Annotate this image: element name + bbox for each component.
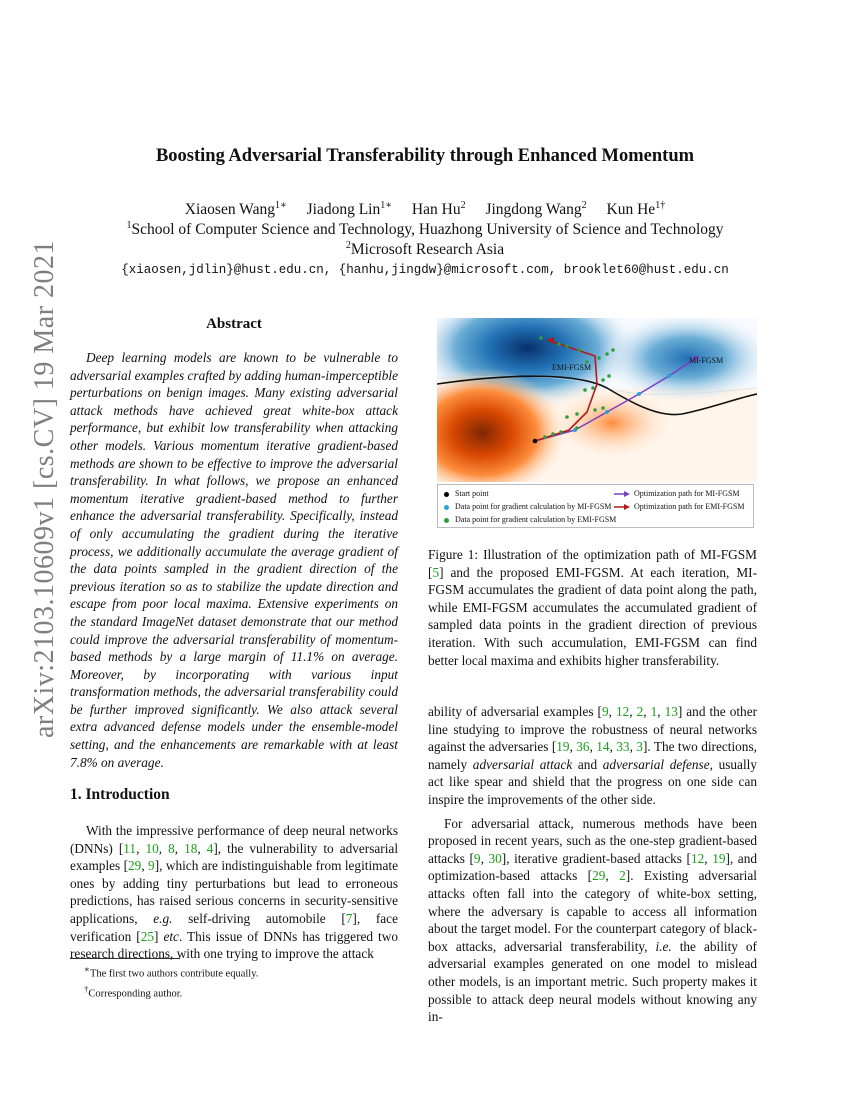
mi-data-point — [605, 410, 609, 414]
legend-mi-path: Optimization path for MI-FGSM — [614, 489, 740, 498]
citation-link[interactable]: 3 — [636, 739, 643, 755]
legend-mi-point: Data point for gradient calculation by MI-FGSM — [444, 502, 611, 511]
purple-arrow-icon — [614, 491, 630, 497]
citation-link[interactable]: 10 — [145, 840, 159, 856]
citation-link[interactable]: 8 — [168, 840, 175, 856]
footnote-rule — [70, 958, 180, 959]
citation-link[interactable]: 19 — [712, 850, 726, 866]
introduction-paragraph: With the impressive performance of deep neural networks (DNNs) [11, 10, 8, 18, 4], the vulnerability to adversarial examples [29, 9], which are indistinguishable from legitimate ones by adding tiny perturbations but lead to erroneous predictions, has raised serious concerns in security-sensitive applications, e.g. self-driving automobile [7], face verification [25] etc. This issue of DNNs has triggered two research directions, with one trying to improve the attack — [70, 823, 399, 962]
citation-link[interactable]: 11 — [123, 840, 137, 856]
mi-data-point — [667, 374, 671, 378]
citation-link[interactable]: 13 — [664, 704, 678, 719]
contour-map — [437, 318, 757, 498]
author: Xiaosen Wang$^{1∗}$ — [184, 200, 287, 219]
citation-link[interactable]: 33 — [616, 739, 630, 755]
citation-link[interactable]: 36 — [576, 739, 590, 755]
label-emi-fgsm: EMI-FGSM — [552, 363, 592, 372]
mi-data-point — [637, 392, 641, 396]
citation-link[interactable]: 18 — [184, 840, 198, 856]
abstract-heading: Abstract — [206, 316, 262, 332]
footnote-1: ∗The first two authors contribute equally. — [84, 964, 259, 980]
legend-start-point: Start point — [444, 489, 489, 498]
legend-emi-point: Data point for gradient calculation by EMI-FGSM — [444, 515, 616, 524]
citation-link[interactable]: 19 — [556, 739, 570, 755]
right-column-text: ability of adversarial examples [9, 12, 2, 1, 13] and the other line studying to improve the robustness of neural networks against the adversaries [19, 36, 14, 33, 3]. The two directions, namely adversarial attack and adversarial defense, usually act like spear and shield that the progress on one side can inspire the improvements of the other side. For adversarial attack, numerous methods have been proposed in recent years, such as the one-step gradient-based attacks [9, 30], iterative gradient-based attacks [12, 19], and optimization-based attacks [29, 2]. Existing adversarial attacks often fall into the category of white-box setting, where the adversary is capable to access all information about the target model. For the counterpart category of black-box attacks, adversarial transferability, i.e. the ability of adversarial examples generated on one model to mislead other models, is an important metric. Such property makes it possible to attack deep neural models without knowing any in- — [428, 704, 758, 1025]
abstract-body: Deep learning models are known to be vulnerable to adversarial examples crafted by adding human-imperceptible perturbations on benign images. Many existing adversarial attack methods have achieved great white-box attack performance, but exhibit low transferability when attacking other models. Various momentum iterative gradient-based methods are shown to be effective to improve the adversarial transferability. In what follows, we propose an enhanced momentum iterative gradient-based method to further enhance the adversarial transferability. Specifically, instead of only accumulating the gradient during the iterative process, we additionally accumulate the average gradient of the data points sampled in the gradient direction of the previous iteration so as to stabilize the update direction and escape from poor local maxima. Extensive experiments on the standard ImageNet dataset demonstrate that our method could improve the adversarial transferability of momentum-based methods by a large margin of 11.1% on average. Moreover, by incorporating with various input transformation methods, the adversarial transferability could be further improved significantly. We also attack several extra advanced defense models under the ensemble-model setting, and the enhancements are remarkable with at least 7.8% on average. — [70, 350, 398, 770]
start-point-icon — [444, 492, 449, 497]
start-point — [533, 439, 538, 444]
citation-link[interactable]: 29 — [592, 868, 606, 884]
citation-link[interactable]: 25 — [140, 928, 155, 944]
red-arrow-icon — [614, 504, 630, 510]
blue-dot-icon — [444, 505, 449, 510]
footnote-2: †Corresponding author. — [84, 983, 183, 999]
affiliation-1: $^1$School of Computer Science and Technology, Huazhong University of Science and Technology — [126, 220, 724, 239]
section-heading-introduction: 1. Introduction — [70, 786, 170, 803]
author: Han Hu$^2$ — [411, 200, 466, 219]
citation-link[interactable]: 7 — [345, 910, 353, 926]
citation-link[interactable]: 12 — [615, 704, 630, 719]
citation-link[interactable]: 12 — [690, 850, 705, 866]
author: Jiadong Lin$^{1∗}$ — [306, 200, 393, 219]
author: Kun $He^{1\dagger}$ — [606, 200, 666, 219]
citation-link[interactable]: 9 — [601, 704, 609, 719]
citation-link[interactable]: 14 — [596, 739, 610, 755]
citation-link[interactable]: 4 — [206, 840, 214, 856]
citation-link[interactable]: 1 — [650, 704, 658, 719]
figure-legend — [437, 484, 754, 528]
citation-link[interactable]: 2 — [619, 868, 626, 884]
citation-link[interactable]: 29 — [128, 858, 142, 874]
citation-link[interactable]: 9 — [473, 850, 481, 866]
citation-link[interactable]: 2 — [636, 704, 644, 719]
figure-1-caption: Figure 1: Illustration of the optimization path of MI-FGSM [5] and the proposed EMI-FGSM. At each iteration, MI-FGSM accumulates the gradient of data point along the path, while EMI-FGSM accumulates the accumulated gradient of sampled data points in the gradient direction of previous iteration. With such accumulation, EMI-FGSM can find better local maxima and exhibits higher transferability. — [428, 547, 757, 668]
footnotes — [70, 962, 400, 1001]
arxiv-sidebar-stamp: arXiv:2103.10609v1 [cs.CV] 19 Mar 2021 — [29, 239, 60, 738]
paper-title: Boosting Adversarial Transferability through Enhanced Momentum — [155, 146, 695, 166]
green-dot-icon — [444, 518, 449, 523]
author: Jingdong Wang$^2$ — [485, 200, 587, 219]
label-mi-fgsm: MI-FGSM — [689, 356, 724, 365]
author-list — [0, 200, 850, 219]
citation-link[interactable]: 5 — [432, 564, 440, 580]
citation-link[interactable]: 30 — [488, 850, 502, 866]
author-emails: {xiaosen,jdlin}@hust.edu.cn, {hanhu,jingdw}@microsoft.com, brooklet60@hust.edu.cn — [121, 263, 729, 277]
citation-link[interactable]: 9 — [148, 858, 155, 874]
legend-emi-path: Optimization path for EMI-FGSM — [614, 502, 744, 511]
affiliation-2: $^2$Microsoft Research Asia — [345, 240, 505, 259]
